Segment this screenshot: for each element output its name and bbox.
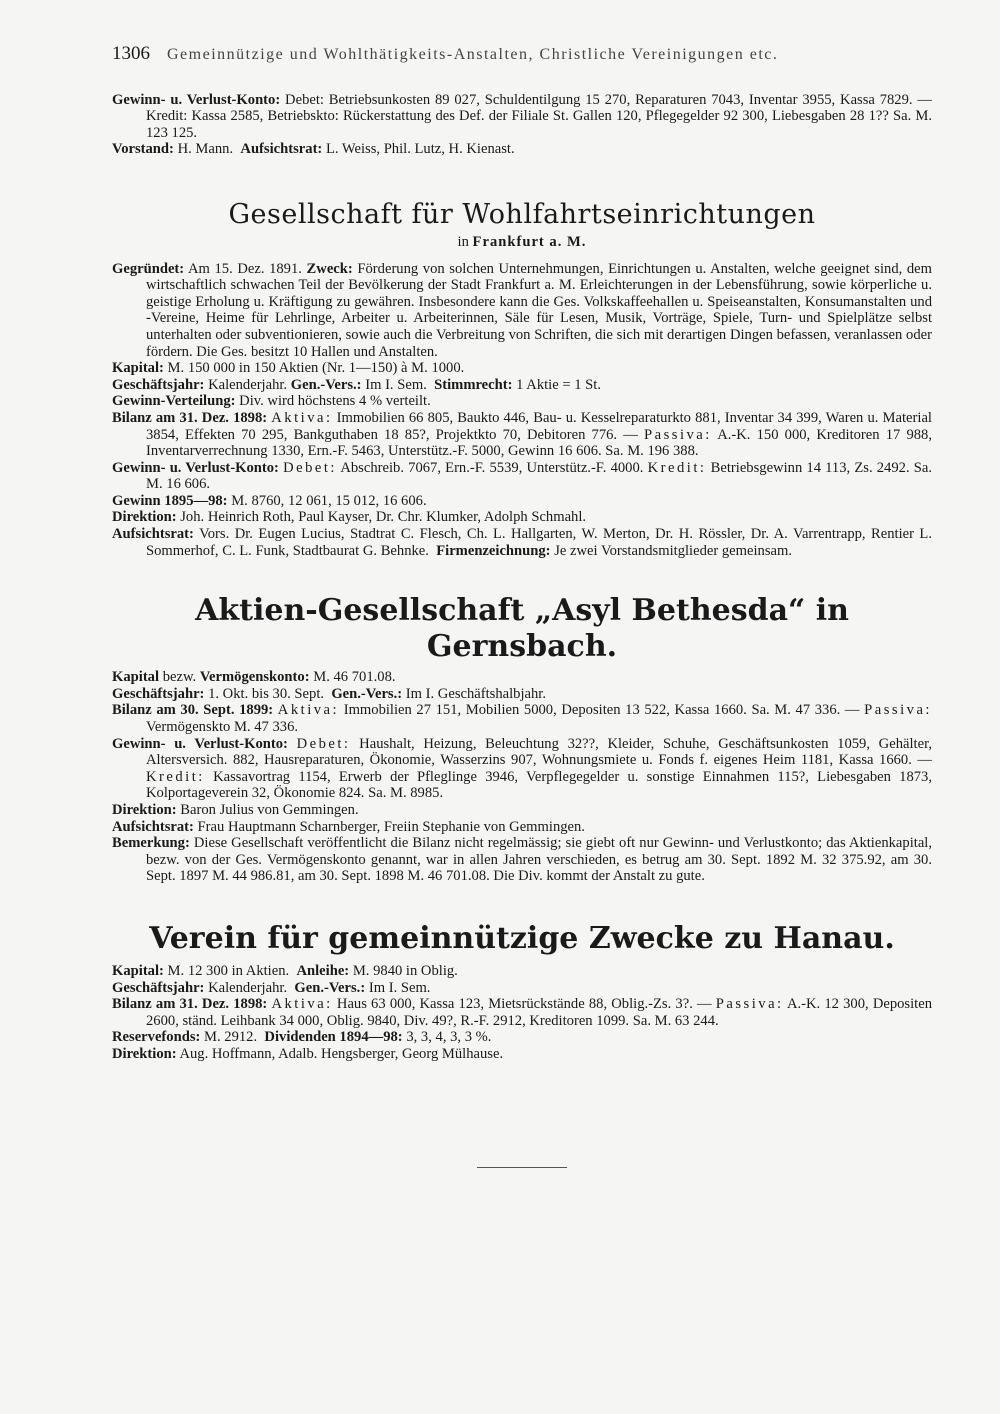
section-title-wohlfahrt: Gesellschaft für Wohlfahrtseinrichtungen xyxy=(228,198,816,230)
section-title-bethesda: Aktien-Gesellschaft „Asyl Bethesda“ in Gernsbach. xyxy=(195,593,849,665)
entry-bemerkung-bethesda: Bemerkung: Diese Gesellschaft veröffentlicht die Bilanz nicht regelmässig; sie giebt oft nur Gewinn- und Verlustkonto; das Aktienkapital, bezw. von der Ges. Vermögenskonto genannt, war in allen Jahren verschieden, es betrug am 30. Sept. 1892 M. 32 375.92, am 30. Sept. 1897 M. 44 986.81, am 30. Sept. 1898 M. 46 701.08. Die Div. kommt der Anstalt zu gute. xyxy=(112,835,932,885)
entry-reservefonds-hanau: Reservefonds: M. 2912. Dividenden 1894—98: 3, 3, 4, 3, 3 %. xyxy=(112,1029,492,1046)
entry-gewinn-jahre: Gewinn 1895—98: M. 8760, 12 061, 15 012, 16 606. xyxy=(112,492,427,509)
entry-kapital-hanau: Kapital: M. 12 300 in Aktien. Anleihe: M. 9840 in Oblig. xyxy=(112,962,458,979)
running-head xyxy=(112,43,932,64)
entry-geschaeftsjahr-hanau: Geschäftsjahr: Kalenderjahr. Gen.-Vers.: Im I. Sem. xyxy=(112,979,431,996)
entry-vorstand: Vorstand: H. Mann. Aufsichtsrat: L. Weiss, Phil. Lutz, H. Kienast. xyxy=(112,141,515,158)
entry-geschaeftsjahr-bethesda: Geschäftsjahr: 1. Okt. bis 30. Sept. Gen.-Vers.: Im I. Geschäftshalbjahr. xyxy=(112,685,546,702)
entry-kapital-bethesda: Kapital bezw. Vermögenskonto: M. 46 701.08. xyxy=(112,669,396,686)
entry-aufsichtsrat: Aufsichtsrat: Vors. Dr. Eugen Lucius, Stadtrat C. Flesch, Ch. L. Hallgarten, W. Merton, Dr. H. Rössler, Dr. A. Varrentrapp, Rentier L. Sommerhof, C. L. Funk, Stadtbaurat G. Behnke. Firmenzeichnung: Je zwei Vorstandsmitglieder gemeinsam. xyxy=(112,526,932,559)
entry-gewinn-verlust: Gewinn- u. Verlust-Konto: Debet: Abschreib. 7067, Ern.-F. 5539, Unterstütz.-F. 4000. Kredit: Betriebsgewinn 14 113, Zs. 2492. Sa. M. 16 606. xyxy=(112,459,933,493)
entry-gewinn-verteilung: Gewinn-Verteilung: Div. wird höchstens 4 % verteilt. xyxy=(112,393,431,410)
entry-kapital: Kapital: M. 150 000 in 150 Aktien (Nr. 1—150) à M. 1000. xyxy=(112,360,465,377)
end-rule xyxy=(477,1167,567,1168)
entry-geschaeftsjahr: Geschäftsjahr: Kalenderjahr. Gen.-Vers.: Im I. Sem. Stimmrecht: 1 Aktie = 1 St. xyxy=(112,376,601,393)
page-number: 1306 xyxy=(112,43,150,64)
entry-direktion-bethesda: Direktion: Baron Julius von Gemmingen. xyxy=(112,802,359,818)
entry-gewinn-verlust-bethesda: Gewinn- u. Verlust-Konto: Debet: Haushalt, Heizung, Beleuchtung 32??, Kleider, Schuhe, Geschäftsunkosten 1059, Gehälter, Altersversich. 882, Hausreparaturen, Ökonomie, Wasserzins 907, Wohnungsmiete u. Fonds f. eigenes Heim 1181, Kassa 1660. — Kredit: Kassavortrag 1154, Erwerb der Pfleglinge 3946, Verpflegegelder u. sonstige Einnahmen 115?, Liebesgaben 1873, Kolportageverein 32, Ökonomie 824. Sa. M. 8985. xyxy=(112,735,932,802)
entry-aufsichtsrat-bethesda: Aufsichtsrat: Frau Hauptmann Scharnberger, Freiin Stephanie von Gemmingen. xyxy=(112,818,585,835)
page xyxy=(112,43,933,1178)
section-subtitle-wohlfahrt: in Frankfurt a. M. xyxy=(457,233,587,250)
entry-gegruendet: Gegründet: Am 15. Dez. 1891. Zweck: Förderung von solchen Unternehmungen, Einrichtungen u. Anstalten, welche geeignet sind, dem wirtschaftlich schwachen Teil der Bevölkerung der Stadt Frankfurt a. M. Erleichterungen in der Lebensführung, sowie körperliche u. geistige Erholung u. Kräftigung zu gewähren. Insbesondere kann die Ges. Volkskaffeehallen u. Speiseanstalten, Konsumanstalten und -Vereine, Heime für Lehrlinge, Arbeiter u. Arbeiterinnen, Säle für Lesen, Musik, Vorträge, Spiele, Turn- und Spielplätze selbst unterhalten oder subventionieren, sowie auch die Verbreitung von Schriften, die sich mit derartigen Dingen befassen, veranlassen oder fördern. Die Ges. besitzt 10 Hallen und Anstalten. xyxy=(112,260,933,360)
entry-bilanz-bethesda: Bilanz am 30. Sept. 1899: Aktiva: Immobilien 27 151, Mobilien 5000, Depositen 13 522, Kassa 1660. Sa. M. 47 336. — Passiva: Vermögenskto M. 47 336. xyxy=(112,702,932,736)
entry-direktion-hanau: Direktion: Aug. Hoffmann, Adalb. Hengsberger, Georg Mülhause. xyxy=(112,1045,504,1062)
entry-bilanz: Bilanz am 31. Dez. 1898: Aktiva: Immobilien 66 805, Baukto 446, Bau- u. Kesselreparaturkto 881, Inventar 34 399, Waren u. Material 3854, Effekten 70 295, Bankguthaben 18 85?, Projektkto 70, Debitoren 776. — Passiva: A.-K. 150 000, Kreditoren 17 988, Inventarverrechnung 1330, Ern.-F. 5463, Unterstütz.-F. 5000, Gewinn 16 606. Sa. M. 196 388. xyxy=(112,409,932,460)
entry-gewinn-verlust-top: Gewinn- u. Verlust-Konto: Debet: Betriebsunkosten 89 027, Schuldentilgung 15 270, Reparaturen 7043, Inventar 3955, Kassa 7829. — Kredit: Kassa 2585, Betriebskto: Rückerstattung des Def. der Filiale St. Gallen 120, Pflegegelder 92 300, Liebesgaben 28 1?? Sa. M. 123 125. xyxy=(112,91,932,141)
entry-direktion: Direktion: Joh. Heinrich Roth, Paul Kayser, Dr. Chr. Klumker, Adolph Schmahl. xyxy=(112,509,587,526)
entry-bilanz-hanau: Bilanz am 31. Dez. 1898: Aktiva: Haus 63 000, Kassa 123, Mietsrückstände 88, Oblig.-Zs. 3?. — Passiva: A.-K. 12 300, Depositen 2600, ständ. Leihbank 34 000, Oblig. 9840, Div. 49?, R.-F. 2912, Kreditoren 1099. Sa. M. 63 244. xyxy=(112,996,932,1029)
running-title: Gemeinnützige und Wohlthätigkeits-Anstalten, Christliche Vereinigungen etc. xyxy=(167,46,779,63)
section-title-hanau: Verein für gemeinnützige Zwecke zu Hanau. xyxy=(149,920,895,956)
